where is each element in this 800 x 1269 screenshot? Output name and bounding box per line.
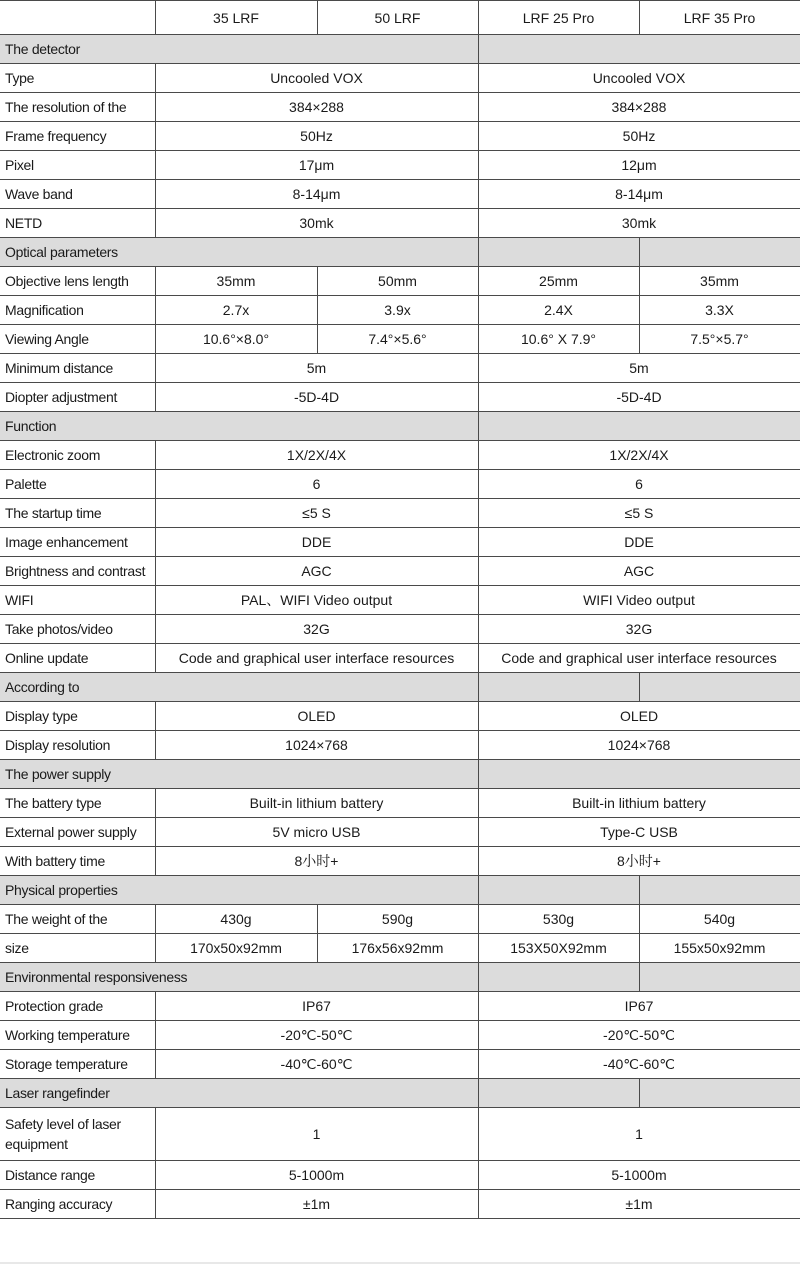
- spec-value: 3.9x: [317, 296, 478, 325]
- spec-value: 7.4°×5.6°: [317, 325, 478, 354]
- spec-value: 7.5°×5.7°: [639, 325, 800, 354]
- spec-value: 170x50x92mm: [155, 934, 317, 963]
- spec-value: 3.3X: [639, 296, 800, 325]
- spec-value: 153X50X92mm: [478, 934, 639, 963]
- section-row: [0, 412, 800, 441]
- spec-value-left: -5D-4D: [155, 383, 478, 412]
- header-lrf-35-pro: LRF 35 Pro: [639, 1, 800, 35]
- spec-value-left: Uncooled VOX: [155, 64, 478, 93]
- spec-value-left: 5V micro USB: [155, 818, 478, 847]
- spec-value-right: OLED: [478, 702, 800, 731]
- spec-row: [0, 325, 800, 354]
- spec-value-left: 5m: [155, 354, 478, 383]
- spec-row: [0, 1108, 800, 1161]
- spec-label: Wave band: [0, 180, 155, 209]
- spec-value: 35mm: [639, 267, 800, 296]
- spec-value: 2.4X: [478, 296, 639, 325]
- spec-row: [0, 93, 800, 122]
- section-title: Environmental responsiveness: [0, 963, 478, 992]
- spec-value-right: -5D-4D: [478, 383, 800, 412]
- spec-value-right: AGC: [478, 557, 800, 586]
- spec-value-right: ≤5 S: [478, 499, 800, 528]
- spec-row: [0, 267, 800, 296]
- spec-value: 155x50x92mm: [639, 934, 800, 963]
- spec-value-left: 8-14μm: [155, 180, 478, 209]
- spec-row: [0, 209, 800, 238]
- section-fill: [639, 1079, 800, 1108]
- spec-row: [0, 441, 800, 470]
- spec-row: [0, 354, 800, 383]
- spec-row: [0, 644, 800, 673]
- spec-label: Minimum distance: [0, 354, 155, 383]
- spec-label: Type: [0, 64, 155, 93]
- section-row: [0, 963, 800, 992]
- spec-label: Diopter adjustment: [0, 383, 155, 412]
- spec-label: Working temperature: [0, 1021, 155, 1050]
- spec-value-right: 50Hz: [478, 122, 800, 151]
- spec-label: The resolution of the: [0, 93, 155, 122]
- spec-value-right: Built-in lithium battery: [478, 789, 800, 818]
- spec-row: [0, 1190, 800, 1219]
- spec-row: [0, 934, 800, 963]
- spec-value-left: -40℃-60℃: [155, 1050, 478, 1079]
- section-fill: [478, 238, 639, 267]
- spec-value: 50mm: [317, 267, 478, 296]
- spec-label: The weight of the: [0, 905, 155, 934]
- spec-label: The battery type: [0, 789, 155, 818]
- spec-label: Magnification: [0, 296, 155, 325]
- spec-label: size: [0, 934, 155, 963]
- spec-value-left: 1X/2X/4X: [155, 441, 478, 470]
- spec-value-right: 1024×768: [478, 731, 800, 760]
- section-title: The detector: [0, 35, 478, 64]
- section-row: [0, 1079, 800, 1108]
- spec-row: [0, 296, 800, 325]
- spec-row: [0, 1161, 800, 1190]
- spec-row: [0, 702, 800, 731]
- spec-row: [0, 731, 800, 760]
- spec-row: [0, 1050, 800, 1079]
- section-title: Optical parameters: [0, 238, 478, 267]
- spec-value-right: 32G: [478, 615, 800, 644]
- spec-value: 540g: [639, 905, 800, 934]
- spec-value-right: 5-1000m: [478, 1161, 800, 1190]
- spec-label: Safety level of laser equipment: [0, 1108, 155, 1161]
- section-fill: [639, 673, 800, 702]
- spec-label: External power supply: [0, 818, 155, 847]
- section-fill: [478, 963, 639, 992]
- spec-value-right: 1X/2X/4X: [478, 441, 800, 470]
- header-35-lrf: 35 LRF: [155, 1, 317, 35]
- spec-value-right: ±1m: [478, 1190, 800, 1219]
- spec-value: 10.6° X 7.9°: [478, 325, 639, 354]
- spec-row: [0, 789, 800, 818]
- spec-label: Take photos/video: [0, 615, 155, 644]
- section-fill: [639, 963, 800, 992]
- spec-value-left: 384×288: [155, 93, 478, 122]
- section-row: [0, 760, 800, 789]
- spec-label: WIFI: [0, 586, 155, 615]
- spec-value-left: Built-in lithium battery: [155, 789, 478, 818]
- spec-value-right: 1: [478, 1108, 800, 1161]
- spec-value: 176x56x92mm: [317, 934, 478, 963]
- section-title: Function: [0, 412, 478, 441]
- spec-value-left: -20℃-50℃: [155, 1021, 478, 1050]
- spec-value-right: DDE: [478, 528, 800, 557]
- spec-label: Viewing Angle: [0, 325, 155, 354]
- spec-value-left: 1024×768: [155, 731, 478, 760]
- spec-label: The startup time: [0, 499, 155, 528]
- spec-row: [0, 64, 800, 93]
- spec-label: Online update: [0, 644, 155, 673]
- spec-value: 590g: [317, 905, 478, 934]
- spec-label: Ranging accuracy: [0, 1190, 155, 1219]
- section-fill: [639, 238, 800, 267]
- spec-value-right: 8小时+: [478, 847, 800, 876]
- spec-value-right: Code and graphical user interface resources: [478, 644, 800, 673]
- spec-value-right: 5m: [478, 354, 800, 383]
- spec-value-left: 8小时+: [155, 847, 478, 876]
- spec-value-right: IP67: [478, 992, 800, 1021]
- spec-row: [0, 151, 800, 180]
- section-fill: [639, 876, 800, 905]
- spec-label: Display type: [0, 702, 155, 731]
- spec-value-left: AGC: [155, 557, 478, 586]
- spec-label: Distance range: [0, 1161, 155, 1190]
- spec-label: Electronic zoom: [0, 441, 155, 470]
- spec-label: Brightness and contrast: [0, 557, 155, 586]
- bottom-divider: [0, 1262, 800, 1264]
- spec-label: Protection grade: [0, 992, 155, 1021]
- spec-value-left: PAL、WIFI Video output: [155, 586, 478, 615]
- spec-value-right: 6: [478, 470, 800, 499]
- section-title: According to: [0, 673, 478, 702]
- section-title: Physical properties: [0, 876, 478, 905]
- section-fill: [478, 412, 800, 441]
- spec-value: 10.6°×8.0°: [155, 325, 317, 354]
- spec-value: 530g: [478, 905, 639, 934]
- spec-label: NETD: [0, 209, 155, 238]
- spec-table-body: [0, 1, 800, 1219]
- spec-value-left: 32G: [155, 615, 478, 644]
- spec-value-left: Code and graphical user interface resources: [155, 644, 478, 673]
- spec-value-left: 17μm: [155, 151, 478, 180]
- spec-row: [0, 557, 800, 586]
- spec-value-right: Type-C USB: [478, 818, 800, 847]
- spec-value-left: 6: [155, 470, 478, 499]
- spec-value-right: WIFI Video output: [478, 586, 800, 615]
- spec-row: [0, 122, 800, 151]
- spec-value-left: OLED: [155, 702, 478, 731]
- spec-row: [0, 383, 800, 412]
- section-row: [0, 673, 800, 702]
- spec-value-right: 384×288: [478, 93, 800, 122]
- section-row: [0, 876, 800, 905]
- spec-value-left: ≤5 S: [155, 499, 478, 528]
- section-fill: [478, 1079, 639, 1108]
- spec-label: Palette: [0, 470, 155, 499]
- spec-row: [0, 528, 800, 557]
- spec-row: [0, 992, 800, 1021]
- spec-label: Pixel: [0, 151, 155, 180]
- spec-value: 25mm: [478, 267, 639, 296]
- spec-value-left: 5-1000m: [155, 1161, 478, 1190]
- section-fill: [478, 35, 800, 64]
- spec-label: Display resolution: [0, 731, 155, 760]
- spec-row: [0, 586, 800, 615]
- spec-label: Objective lens length: [0, 267, 155, 296]
- spec-value-right: 8-14μm: [478, 180, 800, 209]
- section-title: Laser rangefinder: [0, 1079, 478, 1108]
- spec-row: [0, 499, 800, 528]
- header-blank: [0, 1, 155, 35]
- spec-row: [0, 615, 800, 644]
- spec-value-right: -20℃-50℃: [478, 1021, 800, 1050]
- header-50-lrf: 50 LRF: [317, 1, 478, 35]
- spec-row: [0, 847, 800, 876]
- spec-row: [0, 180, 800, 209]
- spec-label: With battery time: [0, 847, 155, 876]
- spec-row: [0, 905, 800, 934]
- spec-label: Image enhancement: [0, 528, 155, 557]
- spec-label: Frame frequency: [0, 122, 155, 151]
- spec-value: 430g: [155, 905, 317, 934]
- spec-row: [0, 818, 800, 847]
- section-fill: [478, 673, 639, 702]
- section-title: The power supply: [0, 760, 478, 789]
- header-lrf-25-pro: LRF 25 Pro: [478, 1, 639, 35]
- section-fill: [478, 760, 800, 789]
- header-row: [0, 1, 800, 35]
- spec-value: 35mm: [155, 267, 317, 296]
- section-row: [0, 238, 800, 267]
- section-fill: [478, 876, 639, 905]
- spec-value-right: -40℃-60℃: [478, 1050, 800, 1079]
- spec-value-left: 30mk: [155, 209, 478, 238]
- spec-value-left: 1: [155, 1108, 478, 1161]
- spec-row: [0, 1021, 800, 1050]
- spec-row: [0, 470, 800, 499]
- spec-value-left: 50Hz: [155, 122, 478, 151]
- spec-value-right: Uncooled VOX: [478, 64, 800, 93]
- spec-value: 2.7x: [155, 296, 317, 325]
- section-row: [0, 35, 800, 64]
- spec-value-right: 30mk: [478, 209, 800, 238]
- spec-label: Storage temperature: [0, 1050, 155, 1079]
- spec-value-left: ±1m: [155, 1190, 478, 1219]
- spec-value-left: DDE: [155, 528, 478, 557]
- spec-value-left: IP67: [155, 992, 478, 1021]
- spec-value-right: 12μm: [478, 151, 800, 180]
